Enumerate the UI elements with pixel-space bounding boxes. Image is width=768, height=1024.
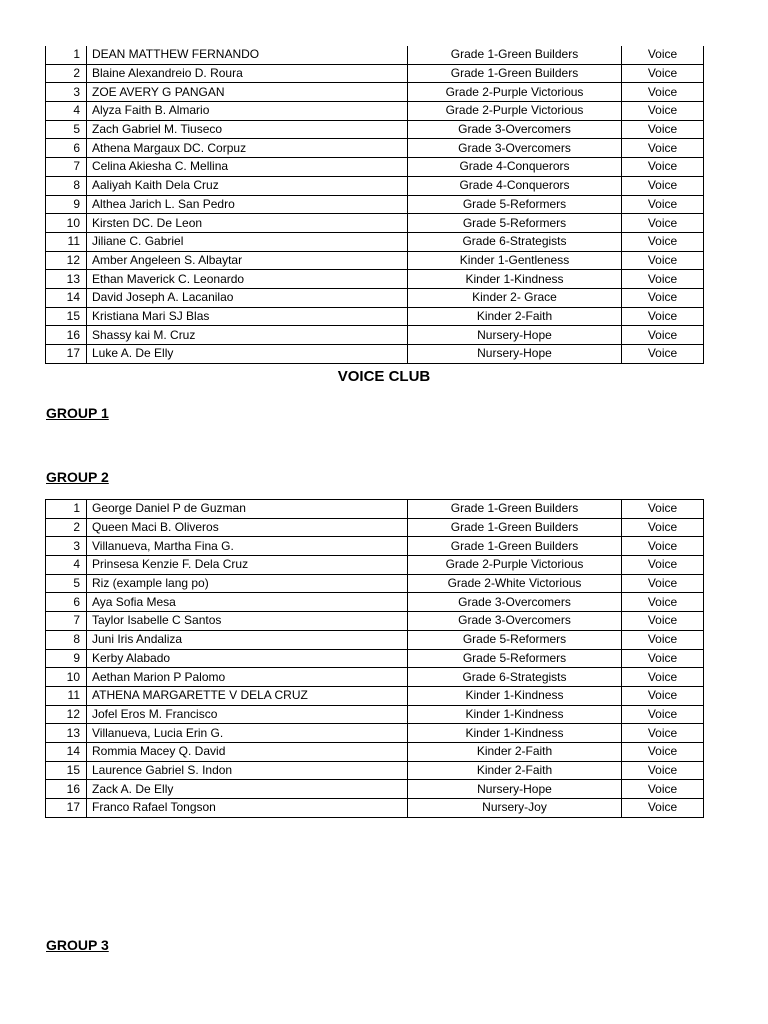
- row-number: 6: [46, 139, 87, 158]
- student-name: Zach Gabriel M. Tiuseco: [87, 120, 408, 139]
- student-name: Aya Sofia Mesa: [87, 593, 408, 612]
- grade-section: Nursery-Hope: [408, 326, 622, 345]
- table-row: [46, 705, 704, 724]
- club-name: Voice: [622, 537, 704, 556]
- grade-section: Grade 1-Green Builders: [408, 46, 622, 64]
- club-name: Voice: [622, 46, 704, 64]
- student-name: Athena Margaux DC. Corpuz: [87, 139, 408, 158]
- grade-section: Kinder 1-Kindness: [408, 686, 622, 705]
- club-name: Voice: [622, 500, 704, 519]
- club-name: Voice: [622, 630, 704, 649]
- row-number: 15: [46, 307, 87, 326]
- row-number: 8: [46, 630, 87, 649]
- student-name: Kerby Alabado: [87, 649, 408, 668]
- table-row: [46, 556, 704, 575]
- row-number: 11: [46, 686, 87, 705]
- grade-section: Grade 3-Overcomers: [408, 612, 622, 631]
- table-row: [46, 176, 704, 195]
- club-name: Voice: [622, 120, 704, 139]
- table-row: [46, 686, 704, 705]
- table-row: [46, 500, 704, 519]
- table-row: [46, 102, 704, 121]
- club-name: Voice: [622, 574, 704, 593]
- grade-section: Nursery-Joy: [408, 799, 622, 818]
- grade-section: Grade 1-Green Builders: [408, 518, 622, 537]
- student-name: ATHENA MARGARETTE V DELA CRUZ: [87, 686, 408, 705]
- table-row: [46, 232, 704, 251]
- club-name: Voice: [622, 158, 704, 177]
- grade-section: Kinder 1-Gentleness: [408, 251, 622, 270]
- grade-section: Kinder 1-Kindness: [408, 724, 622, 743]
- row-number: 5: [46, 574, 87, 593]
- grade-section: Grade 6-Strategists: [408, 668, 622, 687]
- group-1-heading: GROUP 1: [46, 405, 109, 421]
- row-number: 1: [46, 46, 87, 64]
- student-name: Althea Jarich L. San Pedro: [87, 195, 408, 214]
- club-name: Voice: [622, 668, 704, 687]
- student-name: Kristiana Mari SJ Blas: [87, 307, 408, 326]
- grade-section: Kinder 2-Faith: [408, 307, 622, 326]
- grade-section: Nursery-Hope: [408, 780, 622, 799]
- grade-section: Grade 3-Overcomers: [408, 593, 622, 612]
- table-row: [46, 288, 704, 307]
- row-number: 6: [46, 593, 87, 612]
- grade-section: Grade 2-Purple Victorious: [408, 83, 622, 102]
- club-name: Voice: [622, 139, 704, 158]
- club-name: Voice: [622, 649, 704, 668]
- student-name: Luke A. De Elly: [87, 345, 408, 364]
- table-row: [46, 742, 704, 761]
- club-name: Voice: [622, 705, 704, 724]
- row-number: 12: [46, 705, 87, 724]
- table-row: [46, 518, 704, 537]
- table-row: [46, 668, 704, 687]
- table-row: [46, 761, 704, 780]
- club-name: Voice: [622, 270, 704, 289]
- table-row: [46, 326, 704, 345]
- student-name: Celina Akiesha C. Mellina: [87, 158, 408, 177]
- club-name: Voice: [622, 195, 704, 214]
- club-name: Voice: [622, 326, 704, 345]
- club-name: Voice: [622, 176, 704, 195]
- row-number: 9: [46, 649, 87, 668]
- student-name: Jofel Eros M. Francisco: [87, 705, 408, 724]
- student-name: Zack A. De Elly: [87, 780, 408, 799]
- club-name: Voice: [622, 345, 704, 364]
- grade-section: Kinder 2-Faith: [408, 742, 622, 761]
- club-name: Voice: [622, 102, 704, 121]
- grade-section: Kinder 2- Grace: [408, 288, 622, 307]
- group-3-heading: GROUP 3: [46, 937, 109, 953]
- grade-section: Grade 5-Reformers: [408, 649, 622, 668]
- table-row: [46, 799, 704, 818]
- table-row: [46, 251, 704, 270]
- row-number: 5: [46, 120, 87, 139]
- row-number: 10: [46, 668, 87, 687]
- table-row: [46, 214, 704, 233]
- club-name: Voice: [622, 556, 704, 575]
- club-name: Voice: [622, 83, 704, 102]
- student-name: Alyza Faith B. Almario: [87, 102, 408, 121]
- table-row: [46, 345, 704, 364]
- grade-section: Nursery-Hope: [408, 345, 622, 364]
- table-row: [46, 649, 704, 668]
- student-name: Shassy kai M. Cruz: [87, 326, 408, 345]
- student-name: Juni Iris Andaliza: [87, 630, 408, 649]
- student-name: Riz (example lang po): [87, 574, 408, 593]
- club-name: Voice: [622, 724, 704, 743]
- table-row: [46, 574, 704, 593]
- student-name: DEAN MATTHEW FERNANDO: [87, 46, 408, 64]
- table-row: [46, 593, 704, 612]
- table-row: [46, 307, 704, 326]
- table-row: [46, 46, 704, 64]
- student-name: Villanueva, Martha Fina G.: [87, 537, 408, 556]
- row-number: 13: [46, 270, 87, 289]
- row-number: 17: [46, 345, 87, 364]
- row-number: 4: [46, 556, 87, 575]
- student-name: ZOE AVERY G PANGAN: [87, 83, 408, 102]
- club-name: Voice: [622, 251, 704, 270]
- row-number: 17: [46, 799, 87, 818]
- club-name: Voice: [622, 799, 704, 818]
- student-name: Taylor Isabelle C Santos: [87, 612, 408, 631]
- student-name: Jiliane C. Gabriel: [87, 232, 408, 251]
- row-number: 16: [46, 326, 87, 345]
- student-name: Villanueva, Lucia Erin G.: [87, 724, 408, 743]
- row-number: 8: [46, 176, 87, 195]
- table-row: [46, 139, 704, 158]
- club-name: Voice: [622, 64, 704, 83]
- previous-group-table: [45, 46, 704, 364]
- student-name: Aethan Marion P Palomo: [87, 668, 408, 687]
- row-number: 4: [46, 102, 87, 121]
- club-name: Voice: [622, 612, 704, 631]
- student-name: Laurence Gabriel S. Indon: [87, 761, 408, 780]
- grade-section: Grade 2-Purple Victorious: [408, 556, 622, 575]
- grade-section: Grade 1-Green Builders: [408, 500, 622, 519]
- student-name: Blaine Alexandreio D. Roura: [87, 64, 408, 83]
- student-name: Amber Angeleen S. Albaytar: [87, 251, 408, 270]
- row-number: 13: [46, 724, 87, 743]
- grade-section: Grade 6-Strategists: [408, 232, 622, 251]
- group-2-heading: GROUP 2: [46, 469, 109, 485]
- club-name: Voice: [622, 686, 704, 705]
- row-number: 2: [46, 64, 87, 83]
- club-title: VOICE CLUB: [337, 368, 431, 385]
- student-name: Rommia Macey Q. David: [87, 742, 408, 761]
- row-number: 14: [46, 742, 87, 761]
- grade-section: Grade 4-Conquerors: [408, 176, 622, 195]
- grade-section: Kinder 1-Kindness: [408, 705, 622, 724]
- grade-section: Grade 4-Conquerors: [408, 158, 622, 177]
- row-number: 2: [46, 518, 87, 537]
- table-row: [46, 158, 704, 177]
- group-2-table-body: [46, 500, 704, 818]
- student-name: Prinsesa Kenzie F. Dela Cruz: [87, 556, 408, 575]
- grade-section: Kinder 2-Faith: [408, 761, 622, 780]
- grade-section: Grade 1-Green Builders: [408, 64, 622, 83]
- grade-section: Grade 1-Green Builders: [408, 537, 622, 556]
- club-name: Voice: [622, 742, 704, 761]
- grade-section: Grade 3-Overcomers: [408, 139, 622, 158]
- grade-section: Grade 2-Purple Victorious: [408, 102, 622, 121]
- grade-section: Grade 2-White Victorious: [408, 574, 622, 593]
- table-row: [46, 780, 704, 799]
- row-number: 14: [46, 288, 87, 307]
- grade-section: Grade 3-Overcomers: [408, 120, 622, 139]
- row-number: 7: [46, 158, 87, 177]
- student-name: David Joseph A. Lacanilao: [87, 288, 408, 307]
- row-number: 9: [46, 195, 87, 214]
- row-number: 11: [46, 232, 87, 251]
- club-name: Voice: [622, 518, 704, 537]
- club-name: Voice: [622, 780, 704, 799]
- row-number: 12: [46, 251, 87, 270]
- grade-section: Kinder 1-Kindness: [408, 270, 622, 289]
- student-name: George Daniel P de Guzman: [87, 500, 408, 519]
- grade-section: Grade 5-Reformers: [408, 630, 622, 649]
- table-row: [46, 120, 704, 139]
- row-number: 1: [46, 500, 87, 519]
- club-name: Voice: [622, 761, 704, 780]
- club-name: Voice: [622, 288, 704, 307]
- previous-group-table-body: [46, 46, 704, 363]
- table-row: [46, 630, 704, 649]
- student-name: Aaliyah Kaith Dela Cruz: [87, 176, 408, 195]
- row-number: 10: [46, 214, 87, 233]
- table-row: [46, 83, 704, 102]
- row-number: 7: [46, 612, 87, 631]
- group-2-table: [45, 499, 704, 818]
- club-name: Voice: [622, 214, 704, 233]
- row-number: 3: [46, 537, 87, 556]
- table-row: [46, 537, 704, 556]
- row-number: 16: [46, 780, 87, 799]
- club-name: Voice: [622, 232, 704, 251]
- student-name: Queen Maci B. Oliveros: [87, 518, 408, 537]
- table-row: [46, 612, 704, 631]
- grade-section: Grade 5-Reformers: [408, 195, 622, 214]
- table-row: [46, 270, 704, 289]
- table-row: [46, 64, 704, 83]
- grade-section: Grade 5-Reformers: [408, 214, 622, 233]
- table-row: [46, 195, 704, 214]
- student-name: Kirsten DC. De Leon: [87, 214, 408, 233]
- row-number: 3: [46, 83, 87, 102]
- club-name: Voice: [622, 307, 704, 326]
- table-row: [46, 724, 704, 743]
- row-number: 15: [46, 761, 87, 780]
- club-name: Voice: [622, 593, 704, 612]
- student-name: Franco Rafael Tongson: [87, 799, 408, 818]
- student-name: Ethan Maverick C. Leonardo: [87, 270, 408, 289]
